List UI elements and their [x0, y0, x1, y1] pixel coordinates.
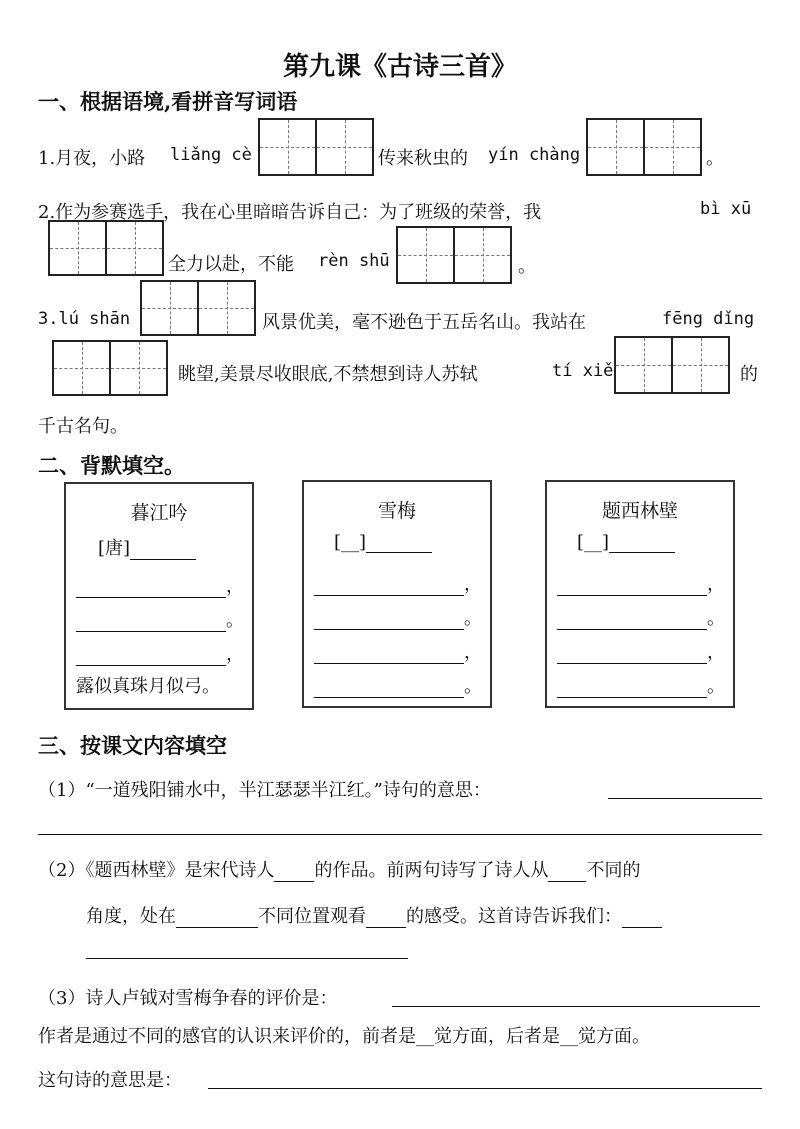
q1-pinyin-2: yín chàng	[488, 145, 581, 165]
s3-q3-text-c: 这句诗的意思是：	[38, 1070, 182, 1091]
poem-last-line: 露似真珠月似弓。	[76, 676, 220, 697]
q2-pinyin-1: bì xū	[700, 199, 752, 219]
s3-q2-line1: （2）《题西林壁》是宋代诗人 的作品。前两句诗写了诗人从 不同的	[38, 860, 641, 881]
s3-q3-meaning-line[interactable]	[208, 1088, 762, 1089]
q1-text-b: 传来秋虫的	[378, 148, 468, 169]
q3-answer-box-3[interactable]	[614, 336, 730, 394]
poem-title: 暮江吟	[130, 502, 188, 524]
poem-blank-line-3[interactable]: ，	[557, 638, 725, 664]
s3-q1-answer-line[interactable]	[608, 798, 762, 799]
s3-q1-answer-line-2[interactable]	[38, 834, 762, 835]
section3-heading: 三、按课文内容填空	[38, 733, 227, 758]
poem-blank-line-3[interactable]: ，	[76, 640, 244, 666]
poem-blank-line-1[interactable]: ，	[314, 570, 482, 596]
q3-pinyin-1: 3.lú shān	[38, 309, 131, 329]
poem-author-line[interactable]: [唐]	[98, 534, 196, 560]
q3-answer-box-1[interactable]	[140, 280, 256, 336]
poem-blank-line-4[interactable]: 。	[314, 672, 482, 698]
s3-q2-answer-line[interactable]	[86, 958, 408, 959]
q1-answer-box-1[interactable]	[258, 118, 374, 176]
poem-title: 雪梅	[377, 500, 416, 522]
s3-q2-line2: 角度，处在 不同位置观看 的感受。这首诗告诉我们：	[86, 902, 662, 928]
q2-text-a: 2.作为参赛选手，我在心里暗暗告诉自己：为了班级的荣誉，我	[38, 202, 542, 223]
q1-end: 。	[706, 148, 724, 169]
poem-blank-line-2[interactable]: 。	[557, 604, 725, 630]
q2-answer-box-2[interactable]	[396, 226, 512, 284]
q3-text-b: 眺望,美景尽收眼底,不禁想到诗人苏轼	[178, 364, 478, 385]
q2-text-b: 全力以赴，不能	[168, 254, 294, 275]
q3-pinyin-2: fēng dǐng	[662, 309, 755, 329]
s3-q3-answer-line[interactable]	[392, 1006, 760, 1007]
poem-card-1	[64, 482, 254, 710]
poem-blank-line-3[interactable]: ，	[314, 638, 482, 664]
s3-q3-text-a: （3）诗人卢钺对雪梅争春的评价是：	[38, 988, 338, 1009]
poem-title: 题西林壁	[601, 500, 678, 522]
section2-heading: 二、背默填空。	[38, 453, 185, 478]
lesson-blank-1[interactable]	[622, 909, 662, 928]
q3-pinyin-3: tí xiě	[552, 361, 614, 381]
q1-text-a: 1.月夜，小路	[38, 148, 146, 169]
poem-blank-line-1[interactable]: ，	[557, 570, 725, 596]
q3-text-d: 千古名句。	[38, 416, 128, 437]
q1-pinyin-1: liǎng cè	[170, 145, 252, 165]
poem-blank-line-4[interactable]: 。	[557, 672, 725, 698]
q2-answer-box-1[interactable]	[48, 220, 164, 276]
poem-author-line[interactable]: [__]	[334, 532, 432, 553]
poet-blank[interactable]	[274, 863, 314, 882]
feeling-blank[interactable]	[366, 909, 406, 928]
poem-blank-line-2[interactable]: 。	[314, 604, 482, 630]
s3-q3-text-b: 作者是通过不同的感官的认识来评价的，前者是__觉方面，后者是__觉方面。	[38, 1026, 650, 1047]
q3-text-a: 风景优美，毫不逊色于五岳名山。我站在	[262, 312, 586, 333]
poem-card-3	[545, 480, 735, 708]
q2-pinyin-2: rèn shū	[318, 251, 390, 271]
q3-text-c: 的	[740, 364, 758, 385]
poem-blank-line-2[interactable]: 。	[76, 606, 244, 632]
q1-answer-box-2[interactable]	[586, 118, 702, 176]
q3-answer-box-2[interactable]	[52, 340, 168, 396]
s3-q1-text: （1）“一道残阳铺水中，半江瑟瑟半江红。”诗句的意思：	[38, 780, 491, 801]
q2-end: 。	[518, 256, 536, 277]
angle-blank[interactable]	[548, 863, 586, 882]
poem-blank-line-1[interactable]: ，	[76, 572, 244, 598]
position-blank[interactable]	[176, 909, 258, 928]
poem-author-line[interactable]: [__]	[577, 532, 675, 553]
page-title: 第九课《古诗三首》	[282, 52, 517, 82]
poem-card-2	[302, 480, 492, 708]
section1-heading: 一、根据语境,看拼音写词语	[38, 89, 298, 114]
